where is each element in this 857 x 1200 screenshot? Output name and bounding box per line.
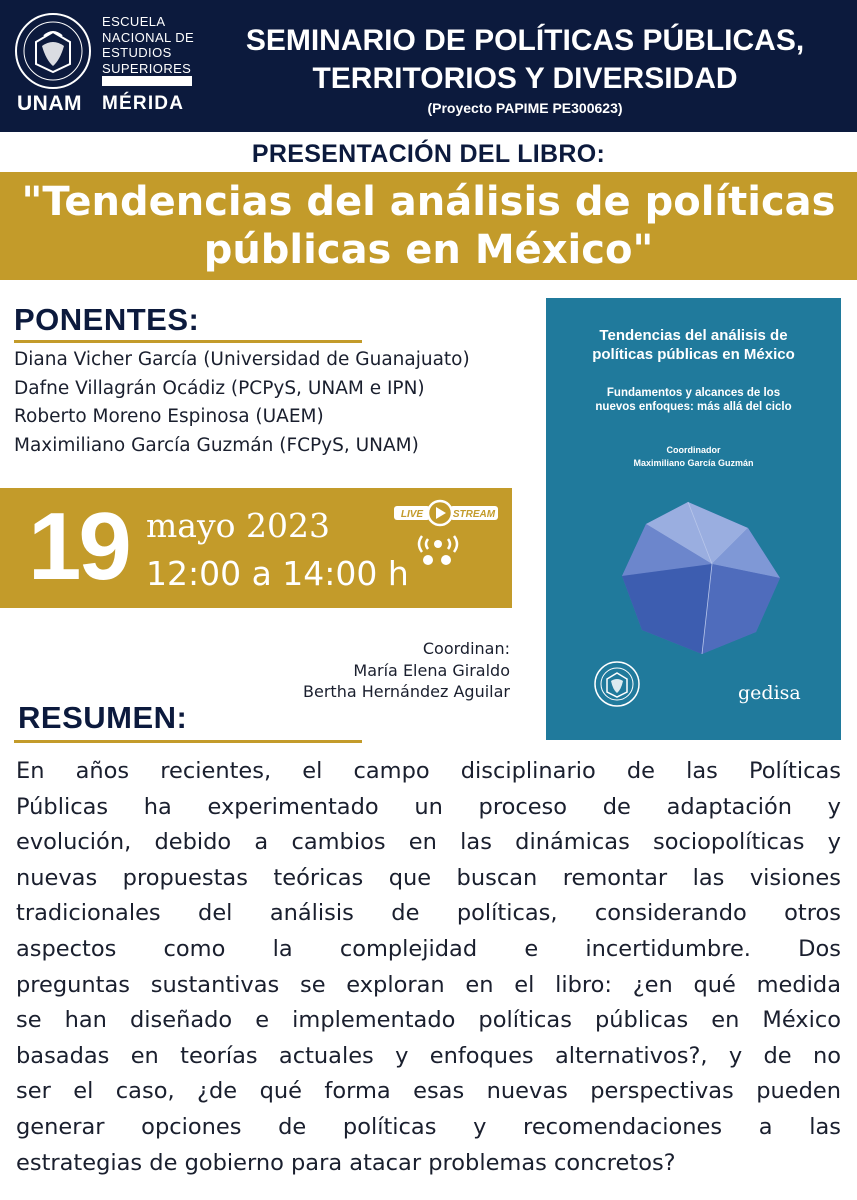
summary-line: generar opciones de políticas y recomendaciones a las bbox=[16, 1113, 841, 1140]
cover-coordinator bbox=[546, 444, 841, 470]
event-day: 19 bbox=[28, 493, 129, 600]
live-text: LIVE bbox=[400, 509, 424, 520]
speaker-item: Diana Vicher García (Universidad de Guanajuato) bbox=[14, 349, 470, 370]
cover-title-line: Tendencias del análisis de bbox=[599, 327, 788, 344]
cover-subtitle-line: nuevos enfoques: más allá del ciclo bbox=[595, 401, 792, 413]
coordinator-name: Bertha Hernández Aguilar bbox=[303, 682, 510, 701]
unam-seal-icon bbox=[14, 12, 92, 90]
summary-line: nuevas propuestas teóricas que buscan remontar las visiones bbox=[16, 864, 841, 891]
project-code: (Proyecto PAPIME PE300623) bbox=[427, 100, 623, 116]
speaker-item: Maximiliano García Guzmán (FCPyS, UNAM) bbox=[14, 434, 419, 456]
summary-line: Públicas ha experimentado un proceso de adaptación y bbox=[16, 793, 841, 820]
event-time: 12:00 a 14:00 h bbox=[146, 554, 409, 593]
book-cover bbox=[546, 298, 841, 740]
summary-text bbox=[16, 754, 841, 1181]
school-line: ESTUDIOS bbox=[102, 45, 172, 60]
cover-coord-name: Maximiliano García Guzmán bbox=[633, 458, 754, 468]
coordinators-label: Coordinan: bbox=[422, 639, 510, 658]
coordinators bbox=[240, 638, 510, 703]
book-title bbox=[0, 178, 857, 274]
summary-line: basadas en teorías actuales y enfoques alternativos?, y de no bbox=[16, 1042, 841, 1069]
seminar-title-line: SEMINARIO DE POLÍTICAS PÚBLICAS, bbox=[245, 24, 805, 57]
unam-seal-icon bbox=[593, 660, 641, 708]
cover-title-line: políticas públicas en México bbox=[592, 346, 795, 363]
speakers-heading: PONENTES: bbox=[14, 302, 200, 337]
speakers-list bbox=[14, 346, 470, 460]
seminar-title-line: TERRITORIOS Y DIVERSIDAD bbox=[312, 62, 738, 95]
school-line: NACIONAL DE bbox=[102, 29, 195, 45]
event-month-year: mayo 2023 bbox=[146, 506, 330, 545]
school-line: SUPERIORES bbox=[102, 60, 192, 76]
summary-line: tradicionales del análisis de políticas, considerando otros bbox=[16, 900, 841, 927]
unam-label: UNAM bbox=[17, 92, 82, 115]
summary-line: ser el caso, ¿de qué forma esas nuevas perspectivas pueden bbox=[16, 1078, 841, 1105]
book-title-line: públicas en México" bbox=[203, 227, 654, 273]
livestream-icon bbox=[392, 498, 500, 568]
campus-label: MÉRIDA bbox=[102, 93, 185, 114]
speaker-item: Roberto Moreno Espinosa (UAEM) bbox=[14, 406, 324, 427]
school-divider bbox=[102, 76, 192, 86]
cover-title bbox=[546, 326, 841, 364]
summary-line: estrategias de gobierno para atacar problemas concretos? bbox=[16, 1149, 676, 1176]
speakers-underline bbox=[14, 340, 362, 343]
summary-line: evolución, debido a cambios en las dinámicas sociopolíticas y bbox=[16, 829, 841, 856]
cover-subtitle bbox=[546, 386, 841, 414]
summary-line: se han diseñado e implementado políticas públicas en México bbox=[16, 1007, 841, 1034]
coordinator-name: María Elena Giraldo bbox=[353, 660, 510, 680]
school-name bbox=[102, 14, 194, 76]
book-title-line: "Tendencias del análisis de políticas bbox=[21, 179, 836, 225]
stream-text: STREAM bbox=[452, 509, 496, 520]
summary-heading: RESUMEN: bbox=[18, 700, 188, 735]
presentation-label: PRESENTACIÓN DEL LIBRO: bbox=[251, 140, 606, 168]
cover-coord-label: Coordinador bbox=[666, 445, 721, 455]
cover-subtitle-line: Fundamentos y alcances de los bbox=[606, 387, 781, 399]
speaker-item: Dafne Villagrán Ocádiz (PCPyS, UNAM e IPN) bbox=[14, 377, 425, 399]
summary-line: En años recientes, el campo disciplinario de las Políticas bbox=[16, 758, 841, 784]
summary-line: aspectos como la complejidad e incertidumbre. Dos bbox=[16, 935, 841, 962]
header-banner bbox=[0, 0, 857, 132]
summary-underline bbox=[14, 740, 362, 743]
seminar-title bbox=[205, 22, 845, 98]
publisher-name: gedisa bbox=[738, 682, 801, 704]
school-line: ESCUELA bbox=[102, 14, 166, 29]
summary-line: preguntas sustantivas se exploran en el libro: ¿en qué medida bbox=[16, 971, 841, 998]
polyhedron-illustration-icon bbox=[616, 494, 786, 664]
